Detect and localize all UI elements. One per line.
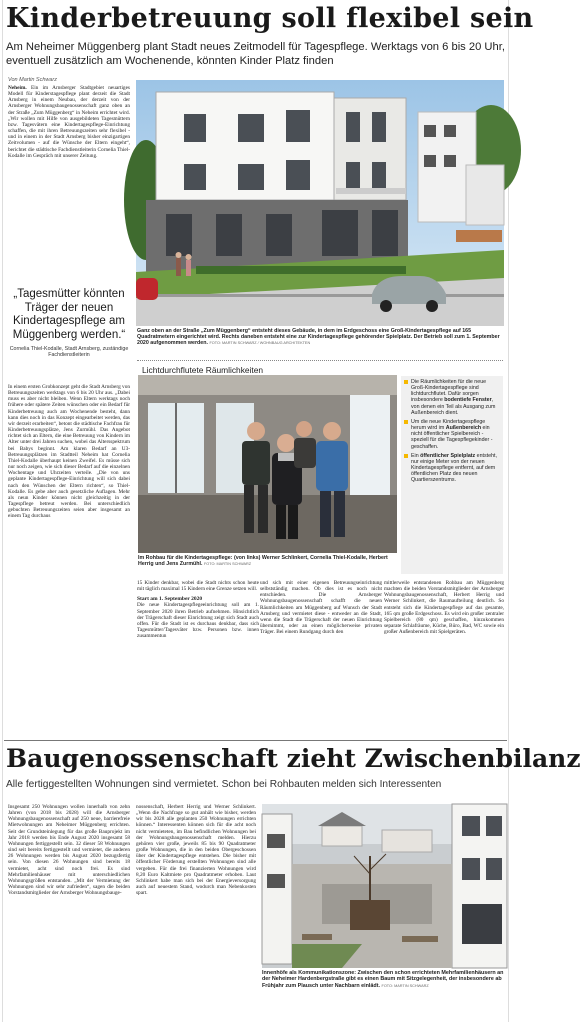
info-box-item <box>404 453 500 484</box>
info-item-bold: Außenbereich <box>445 425 482 432</box>
info-item-text: Um die neue Kindertagespflege herum wird im <box>411 418 486 432</box>
photo-caption-2 <box>138 555 397 567</box>
column-text: Ein im Arnsberger Stadtgebiet neuartiges Modell für Kinderstagespflege plant derzeit die Stadt Arnsberg in einem Neubau, der derzeit von der Arnsberger Wohnungsbaugenossenschaft ganz oben an der Straße „Zum Müggenberg“ in Neheim errichtet wird. „Wir wollen mit Hilfe von ausgebildeten Tagesmüttern bzw. Tagesvätern eine Kindertagespflege-Einrichtung schaffen, die mit ihren Betreuungszeiten sehr flexibel - und in einem in der Stadt Arnsberg bisher einzigartigen Zeitvolumen - auf die Wünsche der Eltern eingeht“, berichtet die städtische Fachdienstleiterin Cornelia Thiel-Kodalle im Gespräch mit unserer Zeitung. <box>8 85 130 159</box>
info-box <box>401 376 503 574</box>
courtyard-photo <box>262 804 507 968</box>
photo-caption-3-text: Innenhöfe als Kommunikationszone: Zwischen den schon errichteten Mehrfamilienhäusern an der Neheimer Hardenbergstraße gibt es einen Baum mit Sitzgelegenheit, der insbesondere ab Frühjahr zum Plausch unter Nachbarn einlädt. <box>262 970 504 989</box>
article-2-headline: Baugenossenschaft zieht Zwischenbilanz <box>6 744 581 773</box>
photo-credit-3: FOTO: MARTIN SCHWARZ <box>381 983 429 988</box>
column-text: Die neue Kindertagespflegeeinrichtung soll am 1. September 2020 ihren Betrieb aufnehmen. Hinsichtlich der Trägerschaft dieser Einrichtung zeigt sich Stadt auch offen. Für die Stadt ist es durchaus denkbar, dass sich Tagesmütter/Tagesväter bzw. Personen bzw. innen zusammentun <box>137 602 259 640</box>
article-column-1b: In einem ersten Grobkonzept geht die Stadt Arnsberg von Betreuungszeiten werktags von 6 bis 20 Uhr aus. „Dabei muss es aber nicht bleiben. Wenn Eltern werktags noch frühere oder spätere Zeiten wünschen oder ein Bedarf für Kinderbetreuung auch am Wochenende besteht, dann kann dies noch in das Konzept eingearbeitet werden, das wir derzeit erarbeiten“, betont die städtische Fachfrau für Kinderbetreuungsplätze, Jens Zurmühl. Das Angebot richtet sich an Eltern, die eine Betreuung von Kindern im Alter unter drei Jahren suchen, wobei das Altersspektrum bei Babys beginnt. Am klaren Bedarf an U3-Betreuungsplätzen im Stadtteil Neheim hat Cornelia Thiel-Kodalle überhaupt keinen Zweifel. Es müsse sich nur noch zeigen, wie sich dieser Bedarf auf die einzelnen Wochentage und Uhrzeiten verteile. „Die von uns geplante Kindertagespflege-Einrichtung will sich dabei nach den Wünschen der Eltern richten“, so Thiel-Kodalle. Es gebe aber auch gesetzliche Auflagen. Mehr als neun Kinder können nicht gleichzeitig in der Tagespflege betreut werden. Bei unterschiedlich gebuchten Betreuungszeiten seien aber insgesamt an einem Tag durchaus <box>8 384 130 520</box>
article-2-column-1: Insgesamt 250 Wohnungen wollen innerhalb von zehn Jahren (von 2018 bis 2028) will die Arnsberger Wohnungsbaugenossenschaft auf 250 neue, barrierefreie Mietwohnungen am Neheimer Müggenberg errichten. Seit der Grundsteinlegung für das große Bauprojekt im Jahr 2018 werden bis Ende August 2020 insgesamt 58 Wohnungen fertiggestellt sein. 32 dieser 58 Wohnungen sind seit bereits fertiggestellt und vermietet, die anderen 26 Wohnungen werden bis August 2020 bezugsfertig sein. Von diesen 26 Wohnungen sind bereits 18 vermietet, acht sind noch frei. Es sind Mehrfamilienhäuser mit unterschiedlichen Wohnungsgrößen entstanden. „Mit der Vermietung der Wohnungen sind wir sehr zufrieden“, sagen die beiden Vorstandsmitglieder der Arnsberger Wohnungsbauge- <box>8 804 130 897</box>
bullet-square-icon <box>404 380 408 384</box>
info-box-item <box>404 379 500 416</box>
photo-caption-3 <box>262 970 506 989</box>
article-column-3: und sich mit einer eigenen Betreuungseinrichtung selbstständig machen. Ob dies ist es noch nicht entschieden. Die Arnsberger Wohnungsbaugenossenschaft schafft die neuen Räumlichkeiten am Müggenberg auf Wunsch der Stadt Arnsberg und vermietet diese - entweder an die Stadt, wenn die Stadt die Trägerschaft der neuen Einrichtung übernimmt, oder an einen möglicherweise privaten Träger. Bei einem Rundgang durch den <box>260 580 382 636</box>
byline: Von Martin Schwarz <box>8 77 58 83</box>
info-box-item <box>404 419 500 450</box>
article-2-column-2: nossenschaft, Herbert Herrig und Werner Schlinkert. „Wenn die Nachfrage so gut anhält wie bisher, werden wir bis 2028 alle geplanten 250 Wohnungen errichten können.“ Interessenten können sich für die acht noch nicht vermieteten, im Bau befindlichen Wohnungen bei der Wohnungsbaugenossenschaft melden. Hierzu gehören vier große, jeweils 85 bis 90 Quadratmeter große Wohnungen, die in den beiden Obergeschossen über der Kindertagespflege entstehen. Die bisher mit öffentlicher Förderung erstellten Wohnungen sind alle vergeben. Für die frei finanzierten Wohnungen wird 8,20 Euro Kaltmiete pro Quadratmeter erhoben. Laut Schlinkert habe man sich bei der Energieversorgung auch auf neuestem Stand, wodurch man Nebenkosten spart. <box>136 804 256 897</box>
column-text: 15 Kinder denkbar, wobei die Stadt nichts schon heute mit täglich maximal 15 Kindern eine Grenze setzen will. <box>137 580 259 593</box>
pull-quote <box>8 288 130 358</box>
article-column-1 <box>8 85 130 290</box>
info-item-text-2: entsteht, nur einige Meter von der neuen Kindertagespflege entfernt, auf dem öffentlichen Platz des neuen Quartierszentrums. <box>411 452 497 484</box>
article-column-4: mittlerweile entstandenen Rohbau am Müggenberg machten die beiden Vorstandsmitglieder der Arnsberger Wohnungsbaugenossenschaft, Herbert Herrig und Werner Schlinkert, die Raumaufteilung deutlich. So entsteht sich die Kindertagespflege auf das gesamte, 165 qm große Erdgeschoss. Es wird ein großer zentraler Spielbereich (80 qm) geschaffen, hinzukommen separate Schlafräume, Küche, Büro, Bad, WC sowie ein großer Außenbereich mit Spielgeräten. <box>384 580 504 636</box>
photo-caption <box>137 328 503 347</box>
info-item-text-2: ein nicht öffentlicher Spielbereich - speziell für die Tagespflegekinder - geschaffen. <box>411 425 493 450</box>
photo-caption-text: Ganz oben an der Straße „Zum Müggenberg“ entsteht dieses Gebäude, in dem im Erdgeschoss eine Groß-Kindertagespflege auf 165 Quadratmetern eingerichtet wird. Rechts daneben entsteht eine zur Kindertagespflege gehörender Spielplatz. Der Betrieb soll zum 1. September 2020 aufgenommen werden. <box>137 328 500 347</box>
info-item-text: Ein <box>411 452 419 459</box>
article-headline: Kinderbetreuung soll flexibel sein <box>6 3 534 34</box>
bullet-square-icon <box>404 454 408 458</box>
building-rendering-image <box>136 80 504 326</box>
bullet-square-icon <box>404 420 408 424</box>
info-item-bold: öffentlicher Spielplatz <box>420 452 476 459</box>
people-in-shell-image <box>138 375 397 553</box>
info-item-text-2: , von denen ein Teil als Ausgang zum Außenbereich dient. <box>411 397 496 416</box>
info-box-title: Lichtdurchflutete Räumlichkeiten <box>137 360 503 375</box>
photo-credit-2: FOTO: MARTIN SCHWARZ <box>203 562 252 567</box>
article-subheadline: Am Neheimer Müggenberg plant Stadt neues Zeitmodell für Tagespflege. Werktags von 6 bis 20 Uhr, eventuell zusätzlich am Wochenende, könnten Kinder Platz finden <box>6 41 505 67</box>
photo-caption-2-text: Im Rohbau für die Kindertagespflege: (von links) Werner Schlinkert, Cornelia Thiel-Kodalle, Herbert Herrig und Jens Zurmühl. <box>138 555 388 568</box>
pull-quote-author: Cornelia Thiel-Kodalle, Stadt Arnsberg, zuständige Fachdienstleiterin <box>9 346 129 359</box>
article-column-2 <box>137 580 259 732</box>
column-subheading: Start am 1. September 2020 <box>137 596 203 603</box>
courtyard-image <box>262 804 507 968</box>
info-item-bold: bodentiefe Fenster <box>444 397 492 404</box>
building-rendering-photo <box>136 80 504 326</box>
people-in-shell-photo <box>138 375 397 553</box>
dateline: Neheim. <box>8 85 27 91</box>
pull-quote-text: „Tagesmütter könnten Träger der neuen Kindertagespflege am Müggenberg werden.“ <box>12 288 126 341</box>
info-item-text: Die Räumlichkeiten für die neue Groß-Kindertagespflege sind lichtdurchflutet. Dafür sorgen insbesondere <box>411 379 487 404</box>
photo-credit: FOTO: MARTIN SCHWARZ / WOHNBAUG ARCHITEKTEN <box>209 341 311 346</box>
article-2-subheadline: Alle fertiggestellten Wohnungen sind vermietet. Schon bei Rohbauten melden sich Interessenten <box>6 779 442 790</box>
article-divider <box>4 740 507 741</box>
